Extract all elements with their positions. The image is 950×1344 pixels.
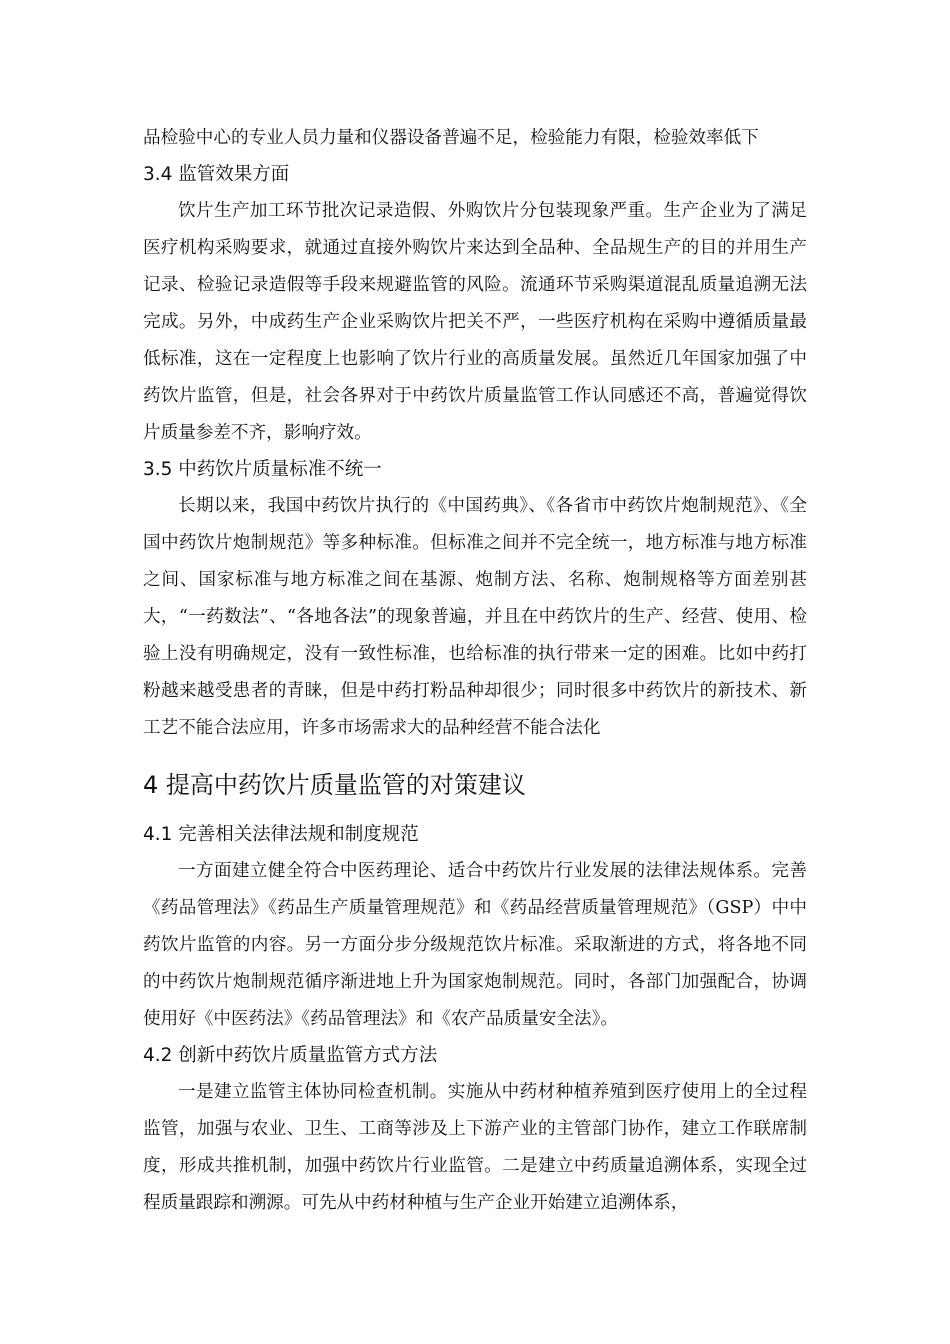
- section-heading-3-4: 3.4 监管效果方面: [143, 164, 290, 185]
- paragraph-4-2: 一是建立监管主体协同检查机制。实施从中药材种植养殖到医疗使用上的全过程监管，加强与农业、卫生、工商等涉及上下游产业的主管部门协作，建立工作联席制度，形成共推机制，加强中药饮片行业监管。二是建立中药质量追溯体系，实现全过程质量跟踪和溯源。可先从中药材种植与生产企业开始建立追溯体系，: [143, 1082, 807, 1213]
- paragraph-3-5: 长期以来，我国中药饮片执行的《中国药典》、《各省市中药饮片炮制规范》、《全国中药饮片炮制规范》等多种标准。但标准之间并不完全统一，地方标准与地方标准之间、国家标准与地方标准之间在基源、炮制方法、名称、炮制规格等方面差别甚大，“一药数法”、“各地各法”的现象普遍，并且在中药饮片的生产、经营、使用、检验上没有明确规定，没有一致性标准，也给标准的执行带来一定的困难。比如中药打粉越来越受患者的青睐，但是中药打粉品种却很少；同时很多中药饮片的新技术、新工艺不能合法应用，许多市场需求大的品种经营不能合法化: [143, 496, 807, 738]
- section-heading-3-5: 3.5 中药饮片质量标准不统一: [143, 459, 382, 480]
- paragraph-continuation: 品检验中心的专业人员力量和仪器设备普遍不足，检验能力有限，检验效率低下: [143, 128, 759, 148]
- chapter-heading-4: 4 提高中药饮片质量监管的对策建议: [143, 771, 526, 799]
- paragraph-4-1: 一方面建立健全符合中医药理论、适合中药饮片行业发展的法律法规体系。完善《药品管理法》《药品生产质量管理规范》和《药品经营质量管理规范》（GSP）中中药饮片监管的内容。另一方面分步分级规范饮片标准。采取渐进的方式，将各地不同的中药饮片炮制规范循序渐进地上升为国家炮制规范。同时，各部门加强配合，协调使用好《中医药法》《药品管理法》和《农产品质量安全法》。: [143, 861, 807, 1029]
- paragraph-3-4: 饮片生产加工环节批次记录造假、外购饮片分包装现象严重。生产企业为了满足医疗机构采购要求，就通过直接外购饮片来达到全品种、全品规生产的目的并用生产记录、检验记录造假等手段来规避监管的风险。流通环节采购渠道混乱质量追溯无法完成。另外，中成药生产企业采购饮片把关不严，一些医疗机构在采购中遵循质量最低标准，这在一定程度上也影响了饮片行业的高质量发展。虽然近几年国家加强了中药饮片监管，但是，社会各界对于中药饮片质量监管工作认同感还不高，普遍觉得饮片质量参差不齐，影响疗效。: [143, 201, 807, 443]
- document-page: [143, 120, 807, 1222]
- section-heading-4-1: 4.1 完善相关法律法规和制度规范: [143, 824, 419, 845]
- section-heading-4-2: 4.2 创新中药饮片质量监管方式方法: [143, 1045, 438, 1066]
